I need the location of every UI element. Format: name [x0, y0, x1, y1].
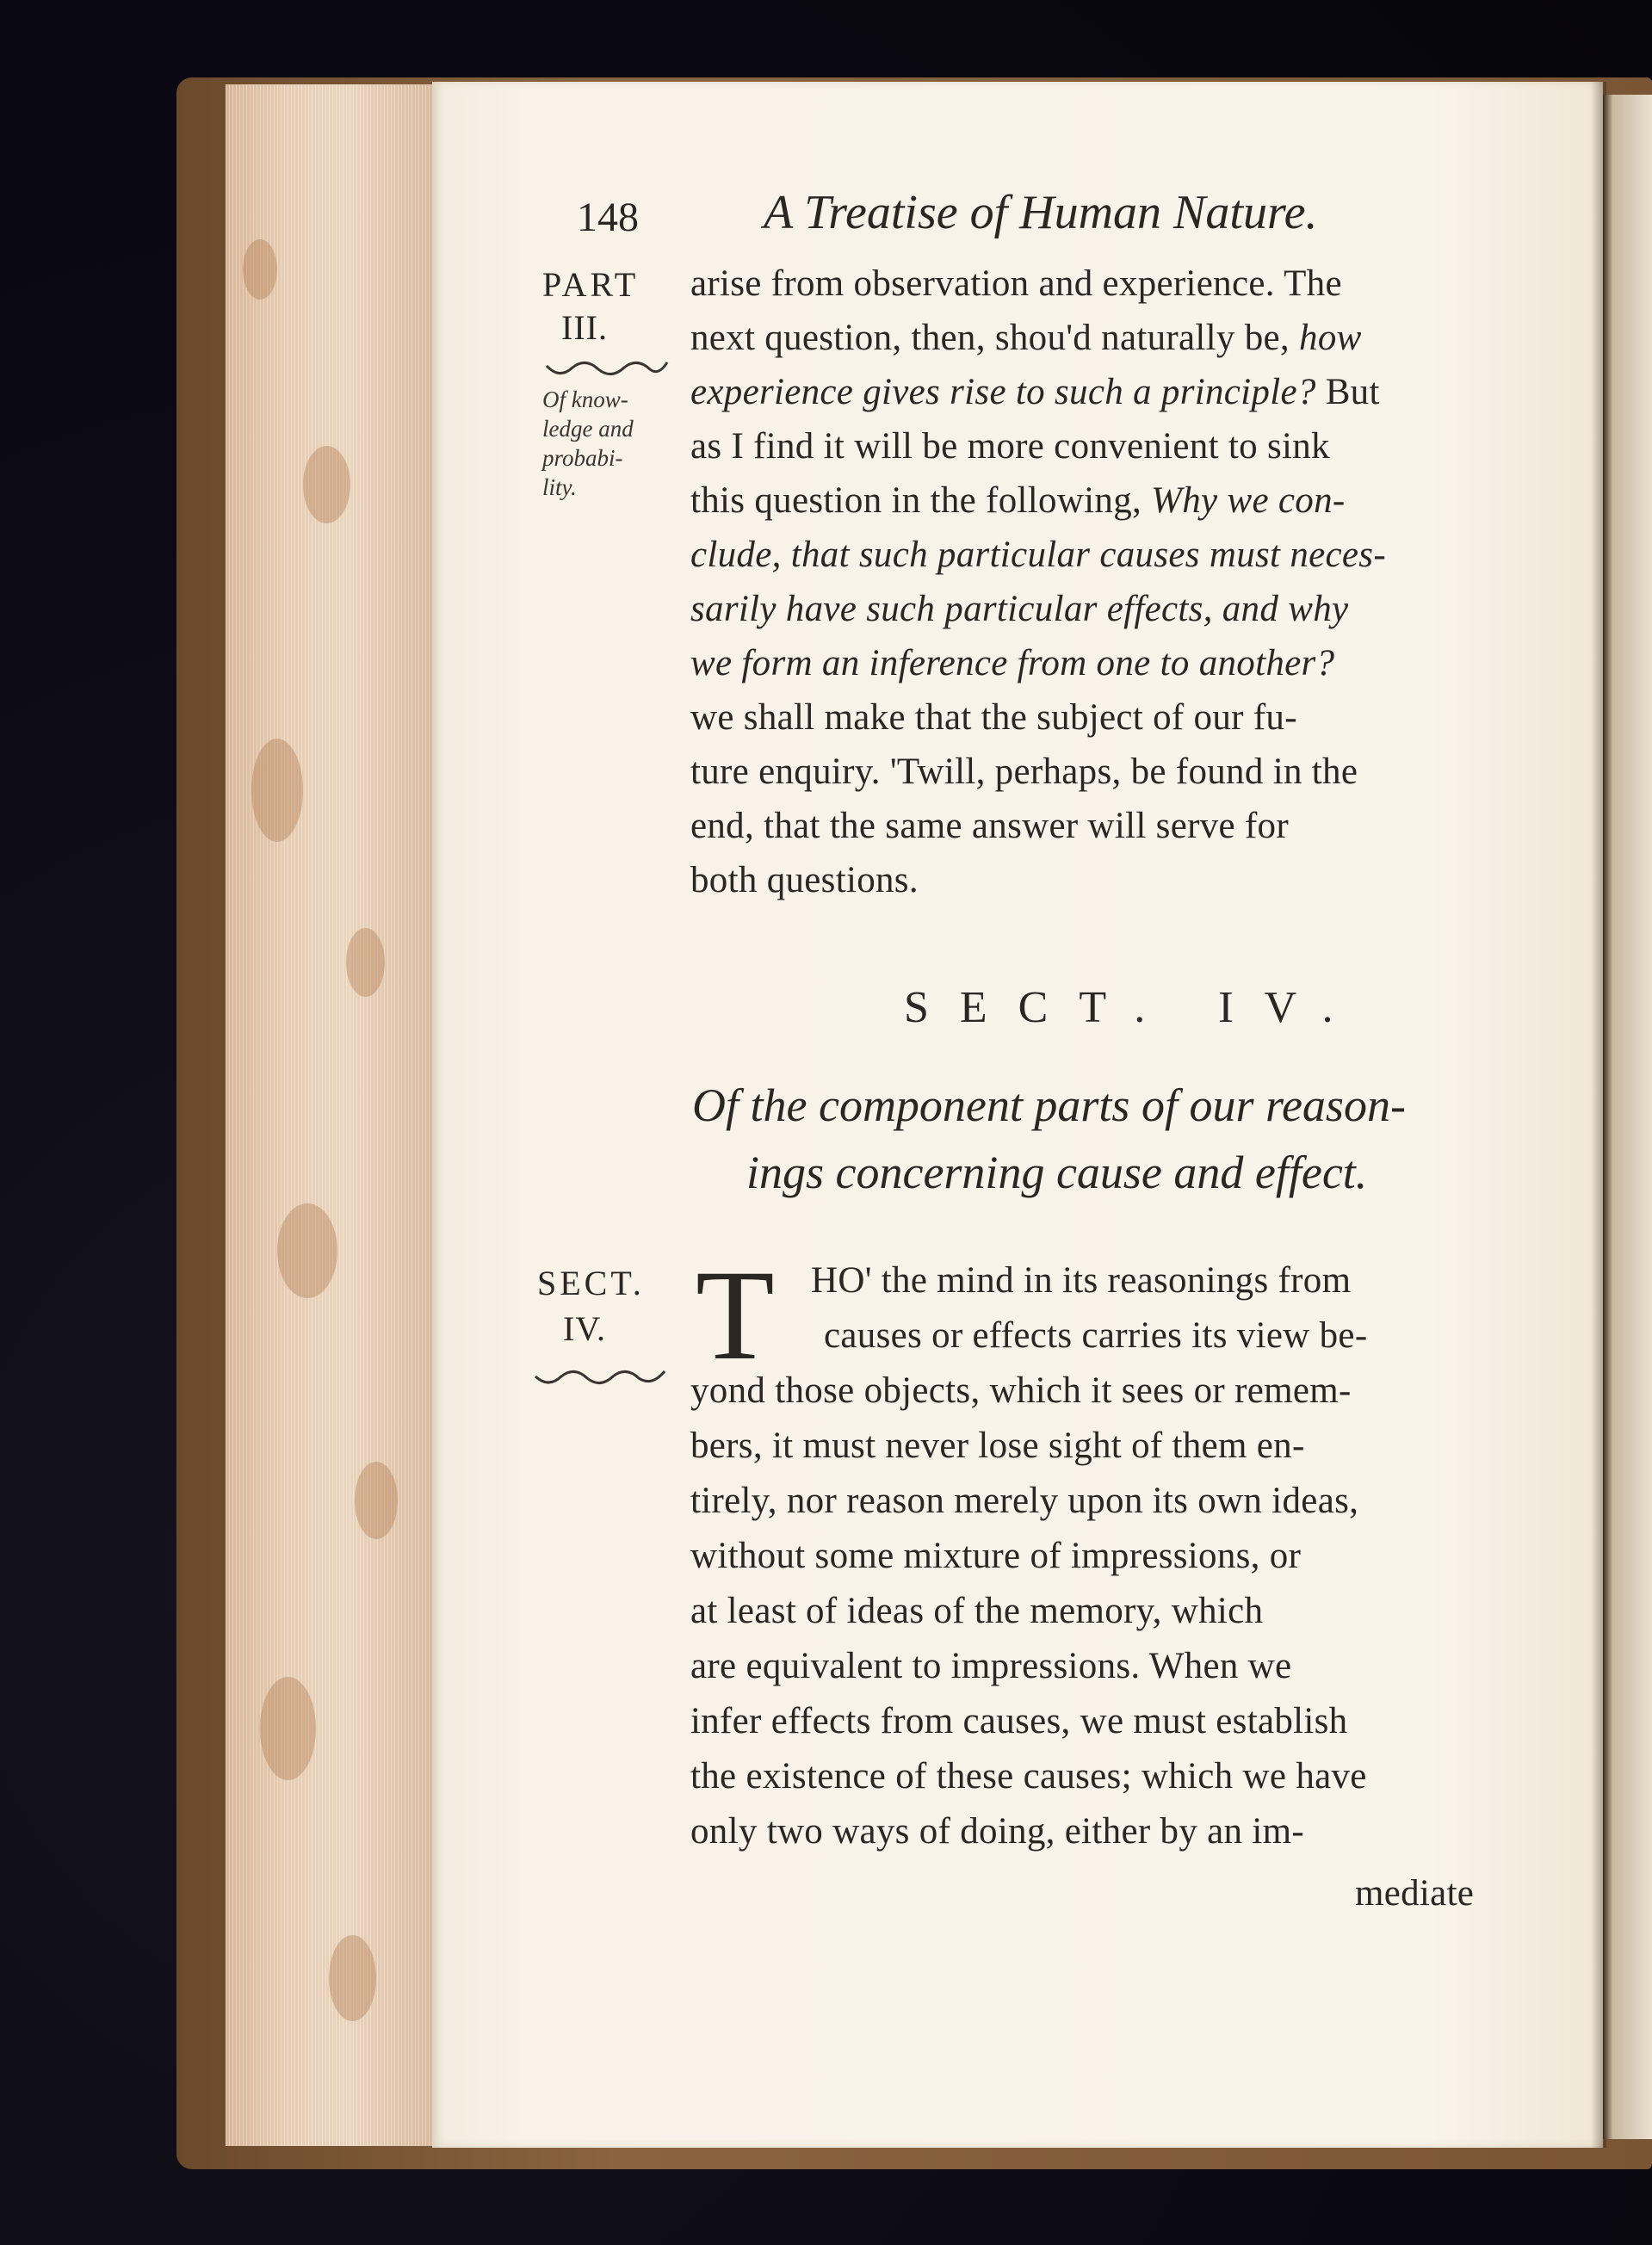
text-line: arise from observation and experience. The: [690, 263, 1342, 304]
text-line: tirely, nor reason merely upon its own ideas,: [690, 1481, 1359, 1521]
margin-note-line: lity.: [542, 474, 577, 500]
foxing-stain: [346, 928, 385, 997]
foxing-stain: [329, 1935, 376, 2021]
text-line: sarily have such particular effects, and why: [690, 589, 1349, 629]
margin-note: [542, 385, 634, 502]
part-number: III.: [561, 308, 608, 347]
foxing-stain: [243, 239, 277, 300]
text-line: next question, then, shou'd naturally be, how: [690, 318, 1362, 358]
text-line: causes or effects carries its view be-: [824, 1315, 1368, 1356]
section-title-line: Of the component parts of our reason-: [692, 1079, 1406, 1131]
text-line: at least of ideas of the memory, which: [690, 1591, 1264, 1631]
text-line: without some mixture of impressions, or: [690, 1536, 1302, 1576]
sect-label: SECT.: [537, 1264, 645, 1302]
margin-note-line: ledge and: [542, 416, 634, 442]
foxing-stain: [260, 1677, 316, 1780]
foxing-stain: [277, 1203, 337, 1298]
text-line: infer effects from causes, we must establish: [690, 1701, 1348, 1741]
text-line: this question in the following, Why we con-: [690, 480, 1346, 521]
page-fore-edge: [226, 84, 434, 2146]
text-line: are equivalent to impressions. When we: [690, 1646, 1292, 1686]
flourish-ornament: [527, 1364, 673, 1390]
running-head-title: A Treatise of Human Nature.: [764, 186, 1318, 239]
top-paragraph: [690, 263, 1508, 913]
margin-note-line: Of know-: [542, 387, 628, 412]
text-line: as I find it will be more convenient to sink: [690, 426, 1330, 467]
section-heading: SECT. IV.: [904, 983, 1364, 1032]
text-line: both questions.: [690, 860, 919, 900]
foxing-stain: [355, 1462, 398, 1539]
text-line: experience gives rise to such a principle? But: [690, 372, 1380, 412]
flourish-ornament: [542, 356, 671, 381]
section-title-line: ings concerning cause and effect.: [746, 1147, 1368, 1198]
page-number: 148: [577, 195, 639, 240]
margin-note-line: probabi-: [542, 445, 623, 471]
text-line: we shall make that the subject of our fu-: [690, 697, 1297, 738]
book-page: [432, 82, 1603, 2148]
text-line: bers, it must never lose sight of them en-: [690, 1426, 1305, 1466]
drop-cap: T: [696, 1244, 775, 1387]
foxing-stain: [251, 739, 303, 842]
catchword: mediate: [1355, 1873, 1475, 1914]
text-line: the existence of these causes; which we have: [690, 1756, 1367, 1797]
facing-page-edge: [1603, 95, 1652, 2139]
text-line: end, that the same answer will serve for: [690, 806, 1289, 846]
foxing-stain: [303, 446, 350, 523]
part-label: PART: [542, 265, 640, 304]
text-line: yond those objects, which it sees or remem-: [690, 1370, 1352, 1411]
text-line: clude, that such particular causes must neces-: [690, 535, 1386, 575]
text-line: ture enquiry. 'Twill, perhaps, be found in the: [690, 751, 1358, 792]
text-line: only two ways of doing, either by an im-: [690, 1811, 1305, 1852]
text-line: HO' the mind in its reasonings from: [811, 1260, 1352, 1301]
sect-number: IV.: [563, 1309, 607, 1348]
second-paragraph: [690, 1370, 1508, 1865]
text-line: we form an inference from one to another?: [690, 643, 1335, 683]
